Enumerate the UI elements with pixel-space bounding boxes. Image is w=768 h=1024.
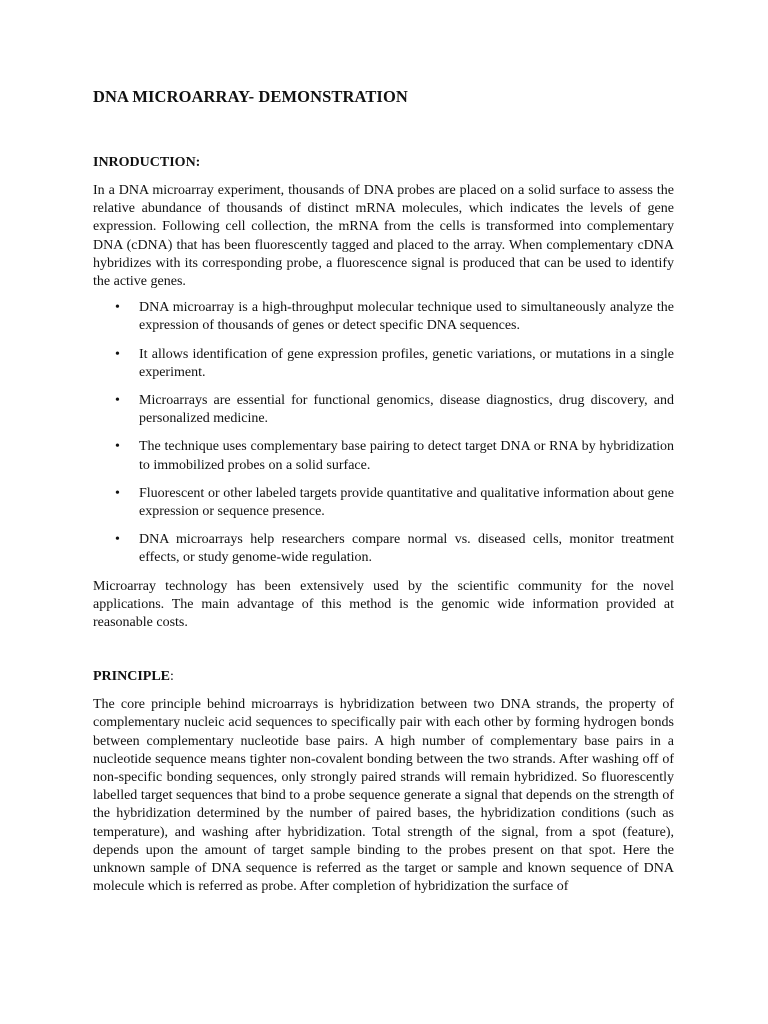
bullet-icon: • (115, 393, 120, 409)
bullet-text: DNA microarrays help researchers compare normal vs. diseased cells, monitor treatment effects, or study genome-wide regulation. (139, 532, 674, 566)
bullet-text: The technique uses complementary base pairing to detect target DNA or RNA by hybridization to immobilized probes on a solid surface. (139, 439, 674, 473)
bullet-icon: • (115, 439, 120, 455)
principle-paragraph: The core principle behind microarrays is hybridization between two DNA strands, the property of complementary nucleic acid sequences to specifically pair with each other by forming hydrogen bonds between complementary nucleotide base pairs. A high number of complementary base pairs in a nucleotide sequence means tighter non-covalent bonding between the two strands. After washing off of non-specific bonding sequences, only strongly paired strands will remain hybridized. So fluorescently labelled target sequences that bind to a probe sequence generate a signal that depends on the strength of the hybridization determined by the number of paired bases, the hybridization conditions (such as temperature), and washing after hybridization. Total strength of the signal, from a spot (feature), depends upon the amount of target sample binding to the probes present on that spot. Here the unknown sample of DNA sequence is referred as the target or sample and known sequence of DNA molecule which is referred as probe. After completion of hybridization the surface of (93, 697, 674, 895)
bullet-icon: • (115, 532, 120, 548)
bullet-item (93, 392, 674, 428)
introduction-closing-paragraph: Microarray technology has been extensively used by the scientific community for the novel applications. The main advantage of this method is the genomic wide information provided at reasonable costs. (93, 578, 674, 631)
introduction-bullet-list (93, 299, 674, 567)
principle-section (93, 668, 674, 896)
bullet-text: DNA microarray is a high-throughput molecular technique used to simultaneously analyze the expression of thousands of genes or detect specific DNA sequences. (139, 300, 674, 334)
bullet-item (93, 299, 674, 335)
principle-heading-colon: : (170, 669, 174, 685)
bullet-text: It allows identification of gene expression profiles, genetic variations, or mutations in a single experiment. (139, 346, 674, 380)
bullet-item (93, 485, 674, 521)
document-title: DNA MICROARRAY- DEMONSTRATION (93, 87, 408, 106)
bullet-icon: • (115, 346, 120, 362)
bullet-item (93, 438, 674, 474)
bullet-item (93, 531, 674, 567)
bullet-text: Fluorescent or other labeled targets provide quantitative and qualitative information about gene expression or sequence presence. (139, 485, 674, 520)
bullet-item (93, 346, 674, 382)
introduction-heading: INRODUCTION: (93, 155, 201, 170)
section-spacer (93, 640, 674, 668)
bullet-text: Microarrays are essential for functional genomics, disease diagnostics, drug discovery, and personalized medicine. (139, 393, 674, 427)
introduction-paragraph: In a DNA microarray experiment, thousands of DNA probes are placed on a solid surface to assess the relative abundance of thousands of distinct mRNA molecules, which indicates the levels of gene expression. Following cell collection, the mRNA from the cells is transformed into complementary DNA (cDNA) that has been fluorescently tagged and placed to the array. When complementary cDNA hybridizes with its corresponding probe, a fluorescence signal is produced that can be used to identify the active genes. (93, 183, 674, 290)
bullet-icon: • (115, 300, 120, 316)
principle-heading (93, 668, 674, 686)
introduction-section (93, 154, 674, 632)
bullet-icon: • (115, 485, 120, 501)
principle-heading-text: PRINCIPLE (93, 669, 171, 685)
